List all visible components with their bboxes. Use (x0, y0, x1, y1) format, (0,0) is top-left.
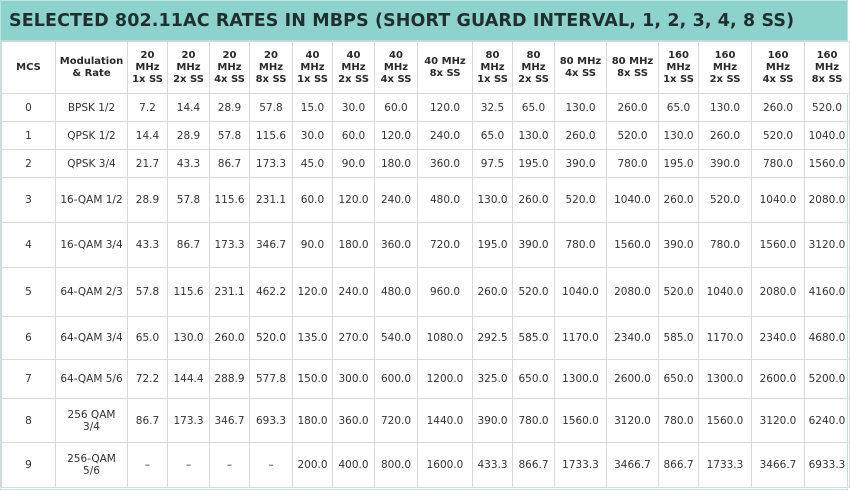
rate-cell: 520.0 (752, 122, 805, 150)
rate-cell: 30.0 (293, 122, 333, 150)
rate-cell: 43.3 (168, 150, 210, 178)
rate-cell: 173.3 (168, 399, 210, 443)
mcs-cell: 2 (2, 150, 56, 178)
rate-cell: 90.0 (333, 150, 375, 178)
title-bar (1, 1, 847, 41)
rate-cell: 115.6 (210, 178, 250, 223)
table-row (2, 150, 850, 178)
column-header-line: 40 MHz (424, 55, 466, 67)
rate-cell: 135.0 (293, 317, 333, 360)
rate-cell: 173.3 (210, 223, 250, 268)
rate-cell: 520.0 (513, 268, 555, 317)
table-row (2, 223, 850, 268)
rate-cell: 520.0 (659, 268, 699, 317)
column-header (607, 42, 659, 94)
column-header-line: 160 (816, 49, 838, 61)
modulation-line: 16-QAM 3/4 (60, 239, 123, 251)
column-header-line: 4x SS (565, 67, 596, 79)
rate-cell: 115.6 (168, 268, 210, 317)
column-header-line: 8x SS (429, 67, 461, 79)
rate-cell: 260.0 (607, 94, 659, 122)
rate-cell: 7.2 (128, 94, 168, 122)
rate-cell: 231.1 (210, 268, 250, 317)
modulation-line: 5/6 (83, 465, 100, 477)
rate-cell: 800.0 (375, 443, 418, 488)
rate-cell: 720.0 (375, 399, 418, 443)
modulation-line: 16-QAM 1/2 (60, 194, 123, 206)
modulation-line: QPSK 1/2 (67, 129, 116, 142)
rate-cell: 480.0 (418, 178, 473, 223)
rate-cell: 130.0 (473, 178, 513, 223)
column-header (805, 42, 850, 94)
rate-cell: 1080.0 (418, 317, 473, 360)
rate-cell: 780.0 (555, 223, 607, 268)
rate-cell: 3120.0 (752, 399, 805, 443)
rate-cell: 144.4 (168, 360, 210, 399)
rate-cell: 3466.7 (607, 443, 659, 488)
mcs-cell: 6 (2, 317, 56, 360)
column-header-line: MHz (480, 61, 505, 73)
column-header-line: MHz (814, 61, 840, 73)
rate-cell: 720.0 (418, 223, 473, 268)
column-header-line: 1x SS (132, 73, 163, 85)
rate-cell: 693.3 (250, 399, 293, 443)
column-header-line: MHz (258, 61, 284, 73)
modulation-line: 64-QAM 2/3 (60, 286, 123, 298)
modulation-line: QPSK 3/4 (67, 157, 116, 170)
rate-cell: 866.7 (513, 443, 555, 488)
column-header (752, 42, 805, 94)
rate-cell: 260.0 (699, 122, 752, 150)
rate-cell: 1040.0 (752, 178, 805, 223)
rate-cell: 260.0 (210, 317, 250, 360)
rate-cell: 115.6 (250, 122, 293, 150)
column-header (659, 42, 699, 94)
column-header-line: 80 (485, 49, 500, 61)
rate-cell: 65.0 (659, 94, 699, 122)
rate-cell: 1560.0 (805, 150, 850, 178)
rate-cell: 400.0 (333, 443, 375, 488)
rate-cell: 86.7 (128, 399, 168, 443)
rate-cell: 130.0 (659, 122, 699, 150)
rate-cell: 240.0 (333, 268, 375, 317)
rate-cell: 1040.0 (607, 178, 659, 223)
rate-cell: 1440.0 (418, 399, 473, 443)
rate-cell: 130.0 (699, 94, 752, 122)
rates-table (1, 41, 850, 488)
table-row (2, 360, 850, 399)
column-header-line: MHz (341, 61, 366, 73)
column-header-line: 2x SS (518, 73, 549, 85)
rate-cell: 1200.0 (418, 360, 473, 399)
rate-cell: 180.0 (375, 150, 418, 178)
rate-cell: 2340.0 (607, 317, 659, 360)
column-header-line: 40 (346, 49, 361, 61)
rate-cell: 260.0 (555, 122, 607, 150)
rate-cell: 120.0 (293, 268, 333, 317)
column-header-line: MHz (300, 61, 325, 73)
mcs-cell: 5 (2, 268, 56, 317)
rate-cell: 360.0 (333, 399, 375, 443)
table-row (2, 122, 850, 150)
rate-cell: 780.0 (659, 399, 699, 443)
column-header-line: 160 (714, 49, 736, 61)
column-header (375, 42, 418, 94)
modulation-line: 256-QAM (67, 453, 116, 465)
modulation-cell (56, 94, 128, 122)
column-header (210, 42, 250, 94)
rate-cell: 540.0 (375, 317, 418, 360)
column-header (473, 42, 513, 94)
rate-cell: 1733.3 (555, 443, 607, 488)
modulation-cell (56, 443, 128, 488)
column-header-line: 4x SS (214, 73, 245, 85)
table-row (2, 443, 850, 488)
column-header-line: MHz (712, 61, 738, 73)
column-header-line: 40 (305, 49, 320, 61)
column-header-line: MHz (666, 61, 691, 73)
rate-cell: 1560.0 (607, 223, 659, 268)
rate-cell: 57.8 (210, 122, 250, 150)
rate-cell: 45.0 (293, 150, 333, 178)
rate-cell: 1040.0 (555, 268, 607, 317)
rate-cell: – (168, 443, 210, 488)
rate-cell: 28.9 (168, 122, 210, 150)
modulation-cell (56, 150, 128, 178)
column-header-line: MCS (16, 61, 41, 73)
mcs-cell: 0 (2, 94, 56, 122)
column-header-line: MHz (521, 61, 546, 73)
rate-cell: 520.0 (699, 178, 752, 223)
mcs-cell: 7 (2, 360, 56, 399)
rate-cell: 780.0 (607, 150, 659, 178)
rate-cell: 462.2 (250, 268, 293, 317)
rate-cell: 195.0 (513, 150, 555, 178)
rate-cell: 960.0 (418, 268, 473, 317)
rate-cell: 65.0 (128, 317, 168, 360)
rate-cell: 2600.0 (752, 360, 805, 399)
rate-cell: 346.7 (250, 223, 293, 268)
column-header-line: 20 (181, 49, 196, 61)
rate-cell: 1600.0 (418, 443, 473, 488)
rate-cell: 292.5 (473, 317, 513, 360)
modulation-cell (56, 268, 128, 317)
rate-cell: 15.0 (293, 94, 333, 122)
column-header-line: 4x SS (762, 73, 794, 85)
column-header-line: MHz (383, 61, 409, 73)
column-header-line: Modulation (59, 55, 124, 67)
rate-cell: 270.0 (333, 317, 375, 360)
rate-cell: 173.3 (250, 150, 293, 178)
column-header-line: & Rate (72, 67, 111, 79)
rate-cell: 60.0 (293, 178, 333, 223)
column-header-line: MHz (765, 61, 791, 73)
column-header-line: 1x SS (477, 73, 508, 85)
rate-cell: 2080.0 (805, 178, 850, 223)
rate-cell: 2080.0 (607, 268, 659, 317)
rate-cell: 14.4 (168, 94, 210, 122)
rate-cell: 90.0 (293, 223, 333, 268)
rate-cell: 2340.0 (752, 317, 805, 360)
rate-cell: 1040.0 (699, 268, 752, 317)
rate-cell: 260.0 (513, 178, 555, 223)
column-header-line: 2x SS (338, 73, 369, 85)
modulation-cell (56, 317, 128, 360)
rate-cell: 600.0 (375, 360, 418, 399)
column-header (418, 42, 473, 94)
rate-cell: 200.0 (293, 443, 333, 488)
table-title: SELECTED 802.11AC RATES IN MBPS (SHORT GUARD INTERVAL, 1, 2, 3, 4, 8 SS) (9, 10, 795, 31)
rate-cell: 130.0 (555, 94, 607, 122)
rate-cell: 780.0 (699, 223, 752, 268)
rate-cell: 86.7 (210, 150, 250, 178)
rate-cell: 57.8 (168, 178, 210, 223)
rate-cell: 86.7 (168, 223, 210, 268)
column-header-line: MHz (217, 61, 242, 73)
rate-cell: 325.0 (473, 360, 513, 399)
column-header-line: 4x SS (380, 73, 412, 85)
modulation-cell (56, 223, 128, 268)
rate-cell: 3120.0 (607, 399, 659, 443)
table-row (2, 94, 850, 122)
rate-cell: 3120.0 (805, 223, 850, 268)
rate-cell: 520.0 (250, 317, 293, 360)
rate-cell: 1560.0 (699, 399, 752, 443)
column-header-line: 160 (668, 49, 689, 61)
column-header (128, 42, 168, 94)
rate-cell: 65.0 (513, 94, 555, 122)
rate-cell: 780.0 (752, 150, 805, 178)
table-body (2, 94, 850, 488)
rate-cell: 260.0 (473, 268, 513, 317)
rate-cell: 130.0 (513, 122, 555, 150)
rate-cell: 6240.0 (805, 399, 850, 443)
rate-cell: – (210, 443, 250, 488)
rate-cell: 390.0 (659, 223, 699, 268)
mcs-cell: 3 (2, 178, 56, 223)
rate-cell: 390.0 (699, 150, 752, 178)
rate-cell: 433.3 (473, 443, 513, 488)
column-header-line: 2x SS (709, 73, 741, 85)
rate-cell: 14.4 (128, 122, 168, 150)
modulation-line: 64-QAM 5/6 (60, 373, 123, 385)
rate-cell: 2600.0 (607, 360, 659, 399)
rate-cell: 57.8 (250, 94, 293, 122)
rate-cell: 72.2 (128, 360, 168, 399)
rate-cell: 57.8 (128, 268, 168, 317)
column-header-line: 40 (389, 49, 403, 61)
rate-cell: 346.7 (210, 399, 250, 443)
rate-cell: 65.0 (473, 122, 513, 150)
rate-cell: 390.0 (513, 223, 555, 268)
rate-cell: 240.0 (418, 122, 473, 150)
table-row (2, 399, 850, 443)
column-header (555, 42, 607, 94)
rate-cell: 1170.0 (555, 317, 607, 360)
rate-cell: 1560.0 (555, 399, 607, 443)
table-row (2, 268, 850, 317)
mcs-cell: 8 (2, 399, 56, 443)
rate-cell: 577.8 (250, 360, 293, 399)
rate-cell: 120.0 (375, 122, 418, 150)
rate-cell: 60.0 (375, 94, 418, 122)
column-header-line: MHz (135, 61, 160, 73)
rate-cell: 390.0 (473, 399, 513, 443)
column-header-line: 8x SS (255, 73, 287, 85)
rate-cell: 231.1 (250, 178, 293, 223)
rate-cell: 5200.0 (805, 360, 850, 399)
rate-cell: 585.0 (659, 317, 699, 360)
rate-cell: 195.0 (473, 223, 513, 268)
table-row (2, 178, 850, 223)
rate-cell: 260.0 (659, 178, 699, 223)
table-row (2, 317, 850, 360)
rate-cell: 180.0 (293, 399, 333, 443)
column-header-line: 8x SS (811, 73, 843, 85)
column-header-line: 1x SS (663, 73, 694, 85)
rate-cell: 130.0 (168, 317, 210, 360)
rate-cell: 3466.7 (752, 443, 805, 488)
rate-cell: 120.0 (333, 178, 375, 223)
column-header (168, 42, 210, 94)
rate-cell: 260.0 (752, 94, 805, 122)
column-header-line: 80 MHz (559, 55, 602, 67)
rate-cell: 360.0 (375, 223, 418, 268)
mcs-cell: 1 (2, 122, 56, 150)
rate-cell: 1733.3 (699, 443, 752, 488)
rate-cell: 480.0 (375, 268, 418, 317)
rate-cell: 390.0 (555, 150, 607, 178)
rate-cell: 288.9 (210, 360, 250, 399)
rate-cell: 1300.0 (555, 360, 607, 399)
column-header-line: 20 (264, 49, 278, 61)
column-header-line: 1x SS (297, 73, 328, 85)
column-header-line: 20 (222, 49, 237, 61)
column-header (250, 42, 293, 94)
column-header-line: 160 (767, 49, 789, 61)
column-header-line: 80 MHz (611, 55, 654, 67)
rate-cell: 650.0 (659, 360, 699, 399)
header-row (2, 42, 850, 94)
rate-cell: 520.0 (805, 94, 850, 122)
modulation-line: BPSK 1/2 (67, 101, 116, 114)
rate-cell: 21.7 (128, 150, 168, 178)
rate-cell: 780.0 (513, 399, 555, 443)
rate-cell: 97.5 (473, 150, 513, 178)
rate-cell: 6933.3 (805, 443, 850, 488)
mcs-cell: 9 (2, 443, 56, 488)
column-header (56, 42, 128, 94)
column-header-line: 8x SS (617, 67, 648, 79)
modulation-line: 3/4 (83, 420, 100, 433)
rate-cell: 585.0 (513, 317, 555, 360)
column-header-line: 2x SS (173, 73, 204, 85)
column-header (333, 42, 375, 94)
column-header (2, 42, 56, 94)
rate-cell: 1300.0 (699, 360, 752, 399)
rate-cell: 240.0 (375, 178, 418, 223)
rate-cell: 1560.0 (752, 223, 805, 268)
rate-cell: 195.0 (659, 150, 699, 178)
modulation-line: 64-QAM 3/4 (60, 332, 123, 344)
rate-cell: 2080.0 (752, 268, 805, 317)
modulation-cell (56, 178, 128, 223)
column-header (513, 42, 555, 94)
rate-cell: – (128, 443, 168, 488)
rate-cell: 32.5 (473, 94, 513, 122)
rate-cell: 150.0 (293, 360, 333, 399)
rate-cell: 30.0 (333, 94, 375, 122)
rate-cell: 650.0 (513, 360, 555, 399)
rate-cell: 1170.0 (699, 317, 752, 360)
rate-cell: 4680.0 (805, 317, 850, 360)
column-header (699, 42, 752, 94)
rate-cell: 28.9 (210, 94, 250, 122)
modulation-cell (56, 360, 128, 399)
rate-cell: 28.9 (128, 178, 168, 223)
rate-cell: 1040.0 (805, 122, 850, 150)
rate-cell: – (250, 443, 293, 488)
column-header (293, 42, 333, 94)
rate-cell: 360.0 (418, 150, 473, 178)
column-header-line: MHz (176, 61, 201, 73)
modulation-line: 256 QAM (67, 408, 116, 421)
mcs-cell: 4 (2, 223, 56, 268)
rate-cell: 300.0 (333, 360, 375, 399)
rate-cell: 60.0 (333, 122, 375, 150)
rate-cell: 520.0 (555, 178, 607, 223)
modulation-cell (56, 399, 128, 443)
rate-cell: 180.0 (333, 223, 375, 268)
rate-cell: 520.0 (607, 122, 659, 150)
rate-cell: 4160.0 (805, 268, 850, 317)
rate-cell: 866.7 (659, 443, 699, 488)
rate-cell: 120.0 (418, 94, 473, 122)
rate-cell: 43.3 (128, 223, 168, 268)
column-header-line: 20 (140, 49, 155, 61)
column-header-line: 80 (526, 49, 541, 61)
modulation-cell (56, 122, 128, 150)
